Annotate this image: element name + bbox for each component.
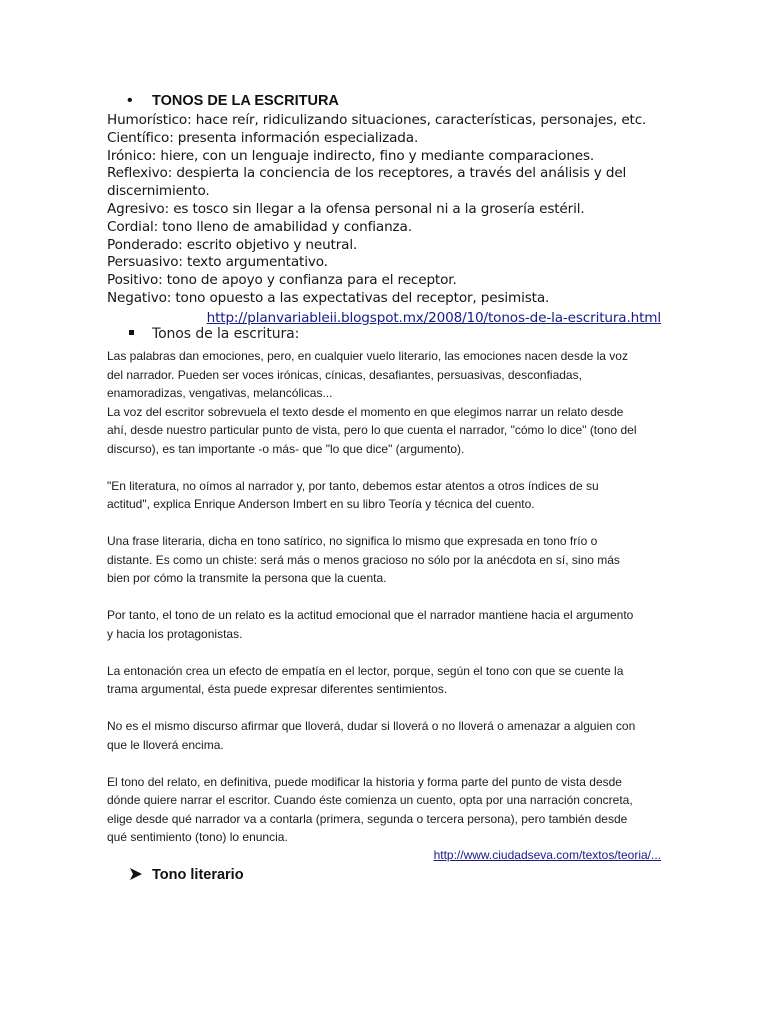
subheading-tonos-escritura: Tonos de la escritura: bbox=[152, 326, 300, 342]
definition-line: Ponderado: escrito objetivo y neutral. bbox=[107, 236, 358, 253]
paragraph: La entonación crea un efecto de empatía en el lector, porque, según el tono con que se cuente la trama argumental, ésta puede expresar diferentes sentimientos. bbox=[107, 663, 624, 696]
definition-line: discernimiento. bbox=[107, 183, 210, 200]
definition-line: Negativo: tono opuesto a las expectativas del receptor, pesimista. bbox=[107, 289, 550, 306]
paragraph: Por tanto, el tono de un relato es la actitud emocional que el narrador mantiene hacia el argumento y hacia los protagonistas. bbox=[107, 608, 634, 641]
paragraph: Las palabras dan emociones, pero, en cualquier vuelo literario, las emociones nacen desde la voz del narrador. Pueden ser voces irónicas, cínicas, desafiantes, persuasivas, desconfiadas, enamoradizas, vengativas, melancólicas... bbox=[107, 349, 628, 400]
definition-line: Cordial: tono lleno de amabilidad y confianza. bbox=[107, 218, 412, 235]
definition-line: Irónico: hiere, con un lenguaje indirecto, fino y mediante comparaciones. bbox=[107, 147, 595, 164]
definition-line: Persuasivo: texto argumentativo. bbox=[107, 254, 328, 271]
section-heading-tono-literario: Tono literario bbox=[152, 867, 244, 883]
definition-line: Científico: presenta información especializada. bbox=[107, 129, 419, 146]
paragraph: "En literatura, no oímos al narrador y, por tanto, debemos estar atentos a otros índices de su actitud", explica Enrique Anderson Imbert en su libro Teoría y técnica del cuento. bbox=[107, 478, 599, 511]
source-link-ciudadseva[interactable]: http://www.ciudadseva.com/textos/teoria/... bbox=[433, 848, 661, 862]
definition-line: Positivo: tono de apoyo y confianza para el receptor. bbox=[107, 272, 457, 289]
paragraph: El tono del relato, en definitiva, puede modificar la historia y forma parte del punto de vista desde dónde quiere narrar el escritor. Cuando éste comienza un cuento, opta por una narración concreta, elige desde qué narrador va a contarla (primera, segunda o tercera persona), pero también desde qué sentimiento (tono) lo enuncia. bbox=[107, 774, 633, 844]
section-heading-tonos: TONOS DE LA ESCRITURA bbox=[152, 93, 339, 109]
bullet-icon: • bbox=[127, 92, 133, 109]
source-link-planvariable[interactable]: http://planvariableii.blogspot.mx/2008/10/tonos-de-la-escritura.html bbox=[206, 310, 661, 326]
paragraph: Una frase literaria, dicha en tono satírico, no significa lo mismo que expresada en tono frío o distante. Es como un chiste: será más o menos gracioso no sólo por la anécdota en sí, sino más bien por cómo la transmite la persona que la cuenta. bbox=[107, 534, 620, 585]
tones-definition-list bbox=[107, 112, 667, 308]
definition-line: Agresivo: es tosco sin llegar a la ofensa personal ni a la grosería estéril. bbox=[107, 200, 585, 217]
paragraph: No es el mismo discurso afirmar que lloverá, dudar si lloverá o no lloverá o amenazar a alguien con que le lloverá encima. bbox=[107, 719, 636, 752]
article-body bbox=[107, 347, 667, 847]
definition-line: Reflexivo: despierta la conciencia de los receptores, a través del análisis y del bbox=[107, 165, 627, 182]
arrow-bullet-icon bbox=[128, 866, 144, 882]
definition-line: Humorístico: hace reír, ridiculizando situaciones, características, personajes, etc. bbox=[107, 112, 647, 128]
square-bullet-icon bbox=[129, 330, 134, 335]
paragraph: La voz del escritor sobrevuela el texto desde el momento en que elegimos narrar un relato desde ahí, desde nuestro particular punto de vista, pero lo que cuenta el narrador, "cómo lo dice" (tono del discurso), es tan importante -o más- que "lo que dice" (argumento). bbox=[107, 404, 637, 456]
